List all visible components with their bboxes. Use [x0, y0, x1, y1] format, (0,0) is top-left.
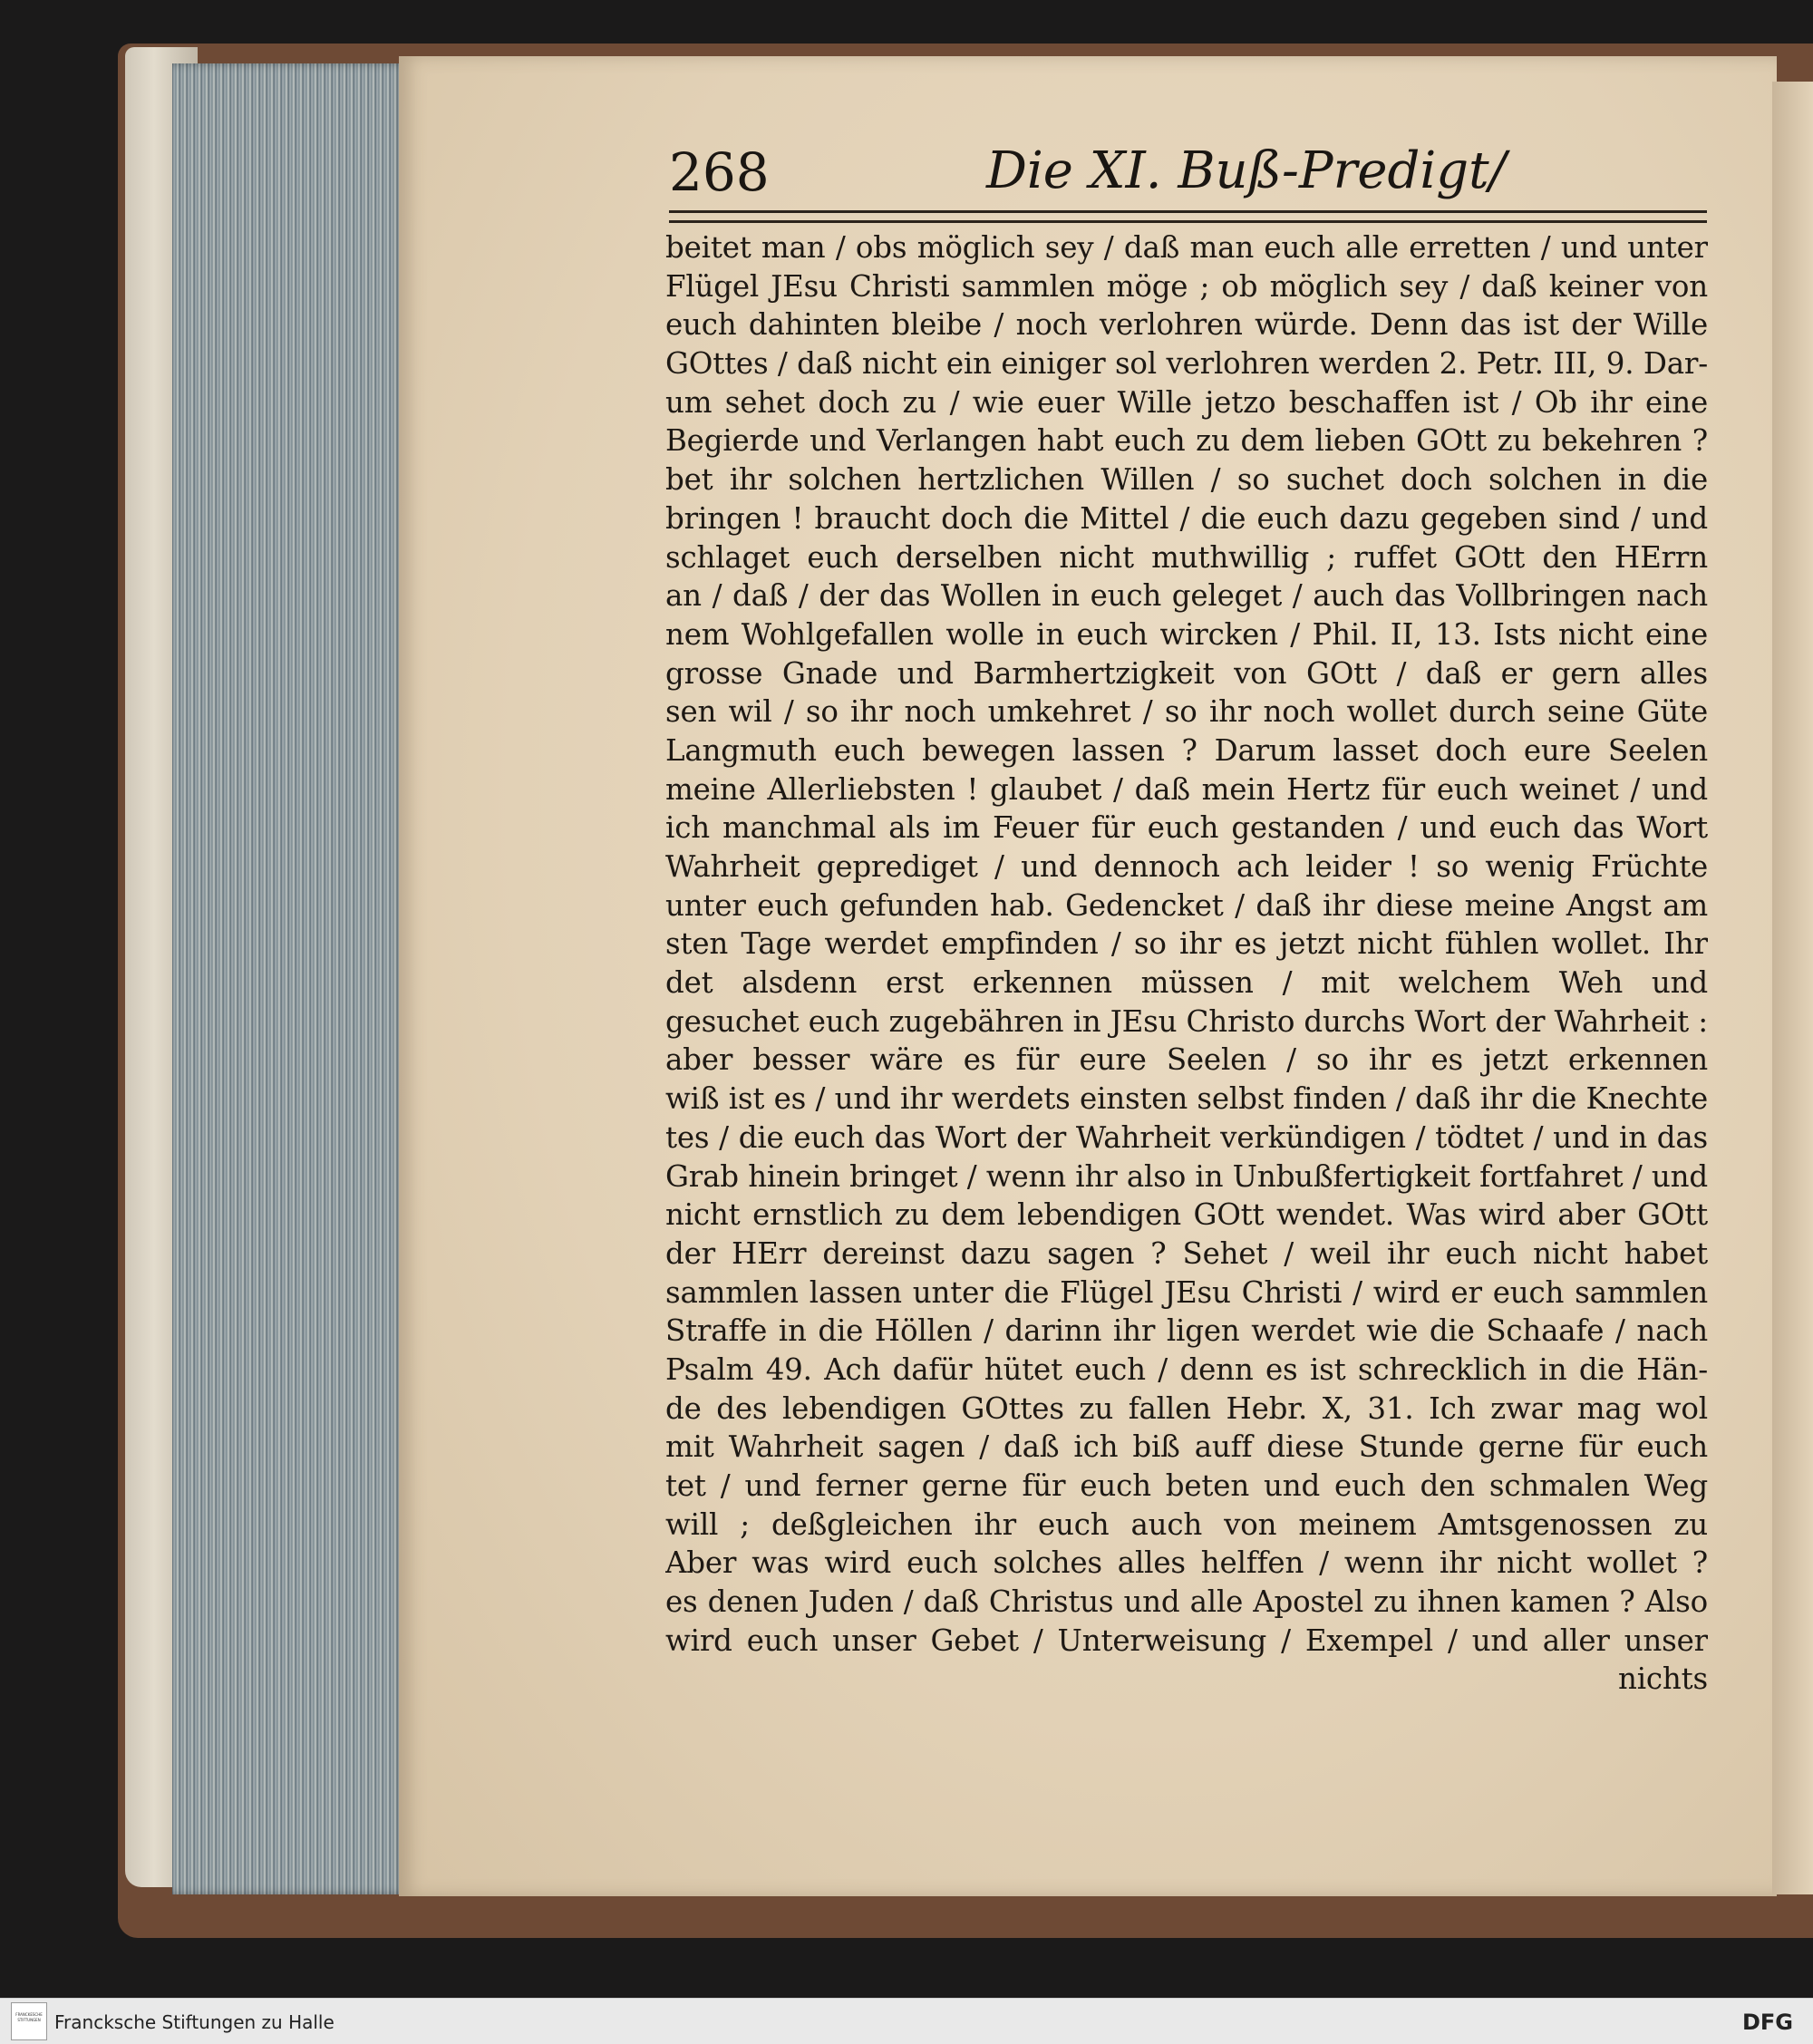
- viewer-footer: [0, 1998, 1813, 2044]
- text-line: es denen Juden / daß Christus und alle Apostel zu ihnen kamen ? Also: [665, 1584, 1708, 1620]
- text-line: der HErr dereinst dazu sagen ? Sehet / weil ihr euch nicht habet: [665, 1235, 1708, 1271]
- text-line: tes / die euch das Wort der Wahrheit verkündigen / tödtet / und in das: [665, 1119, 1708, 1155]
- text-line: GOttes / daß nicht ein einiger sol verlohren werden 2. Petr. III, 9. Dar-: [665, 346, 1708, 382]
- text-line: ich manchmal als im Feuer für euch gestanden / und euch das Wort: [665, 810, 1708, 846]
- text-line: will ; deßgleichen ihr euch auch von meinem Amtsgenossen zu: [665, 1506, 1708, 1542]
- text-line: grosse Gnade und Barmhertzigkeit von GOtt / daß er gern alles: [665, 655, 1708, 691]
- text-line: gesuchet euch zugebähren in JEsu Christo durchs Wort der Wahrheit :: [665, 1003, 1708, 1039]
- text-line: tet / und ferner gerne für euch beten und euch den schmalen Weg: [665, 1468, 1708, 1503]
- text-line: Begierde und Verlangen habt euch zu dem lieben GOtt zu bekehren ?: [665, 423, 1708, 459]
- catchword: nichts: [1618, 1661, 1708, 1697]
- text-line: Wahrheit geprediget / und dennoch ach leider ! so wenig Früchte: [665, 849, 1708, 884]
- text-line: de des lebendigen GOttes zu fallen Hebr. X, 31. Ich zwar mag wol: [665, 1390, 1708, 1426]
- text-line: aber besser wäre es für eure Seelen / so ihr es jetzt erkennen: [665, 1042, 1708, 1078]
- next-page-edge: [1772, 82, 1813, 1894]
- text-line: Aber was wird euch solches alles helffen / wenn ihr nicht wollet ?: [665, 1545, 1708, 1581]
- text-line: bet ihr solchen hertzlichen Willen / so suchet doch solchen in die: [665, 462, 1708, 498]
- body-text: [665, 228, 1708, 1699]
- text-line: sten Tage werdet empfinden / so ihr es jetzt nicht fühlen wollet. Ihr: [665, 926, 1708, 962]
- text-line: um sehet doch zu / wie euer Wille jetzo beschaffen ist / Ob ihr eine: [665, 384, 1708, 420]
- institution-logo[interactable]: FRANCKESCHE STIFTUNGEN: [11, 2002, 47, 2040]
- text-line: det alsdenn erst erkennen müssen / mit welchem Weh und: [665, 965, 1708, 1001]
- text-line: an / daß / der das Wollen in euch geleget / auch das Vollbringen nach: [665, 578, 1708, 614]
- text-line: unter euch gefunden hab. Gedencket / daß ihr diese meine Angst am: [665, 887, 1708, 923]
- header-rule: [669, 210, 1707, 223]
- text-line: Psalm 49. Ach dafür hütet euch / denn es ist schrecklich in die Hän-: [665, 1351, 1708, 1387]
- text-line: Straffe in die Höllen / darinn ihr ligen werdet wie die Schaafe / nach: [665, 1313, 1708, 1349]
- text-line: wird euch unser Gebet / Unterweisung / Exempel / und aller unser: [665, 1623, 1708, 1658]
- institution-name[interactable]: Francksche Stiftungen zu Halle: [54, 2011, 334, 2033]
- text-line: Grab hinein bringet / wenn ihr also in Unbußfertigkeit fortfahret / und: [665, 1158, 1708, 1194]
- text-line: meine Allerliebsten ! glaubet / daß mein Hertz für euch weinet / und: [665, 771, 1708, 807]
- page-number: 268: [669, 141, 770, 203]
- text-line: schlaget euch derselben nicht muthwillig ; ruffet GOtt den HErrn: [665, 539, 1708, 575]
- text-lines: [665, 228, 1708, 1660]
- page-header: [669, 136, 1702, 208]
- text-line: sammlen lassen unter die Flügel JEsu Christi / wird er euch sammlen: [665, 1274, 1708, 1310]
- text-line: mit Wahrheit sagen / daß ich biß auff diese Stunde gerne für euch: [665, 1429, 1708, 1465]
- text-line: euch dahinten bleibe / noch verlohren würde. Denn das ist der Wille: [665, 307, 1708, 343]
- page-stack: [172, 63, 408, 1894]
- dfg-logo[interactable]: DFG: [1741, 2010, 1793, 2035]
- text-line: beitet man / obs möglich sey / daß man euch alle erretten / und unter: [665, 230, 1708, 265]
- running-title: Die XI. Buß-Predigt/: [986, 141, 1507, 200]
- text-line: wiß ist es / und ihr werdets einsten selbst finden / daß ihr die Knechte: [665, 1081, 1708, 1117]
- text-line: nem Wohlgefallen wolle in euch wircken / Phil. II, 13. Ists nicht eine: [665, 616, 1708, 652]
- text-line: bringen ! braucht doch die Mittel / die euch dazu gegeben sind / und: [665, 500, 1708, 536]
- text-line: Flügel JEsu Christi sammlen möge ; ob möglich sey / daß keiner von: [665, 268, 1708, 304]
- text-line: Langmuth euch bewegen lassen ? Darum lasset doch eure Seelen: [665, 732, 1708, 768]
- text-line: sen wil / so ihr noch umkehret / so ihr noch wollet durch seine Güte: [665, 694, 1708, 730]
- text-line: nicht ernstlich zu dem lebendigen GOtt wendet. Was wird aber GOtt: [665, 1197, 1708, 1233]
